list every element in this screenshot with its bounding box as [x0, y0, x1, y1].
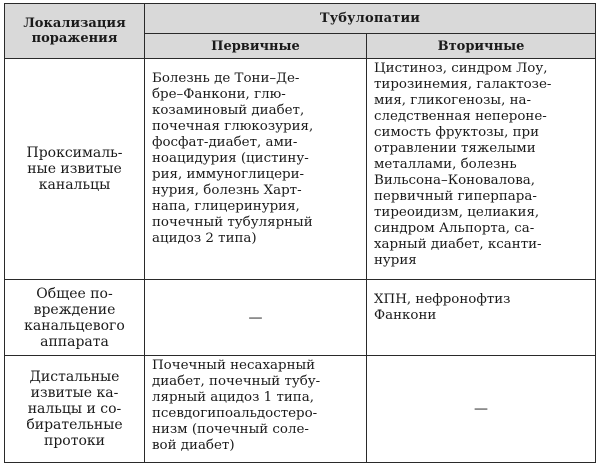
row-1-location-line: Проксималь- — [26, 145, 123, 161]
row-2-secondary-line: Фанкони — [374, 308, 437, 323]
header-tubulopathies: Тубулопатии — [145, 4, 596, 34]
table-row — [5, 280, 596, 356]
row-1-primary-line: рия, иммуноглицери- — [152, 167, 305, 182]
row-1-primary-line: козаминовый диабет, — [152, 103, 305, 118]
row-2-secondary — [367, 280, 596, 356]
row-1-secondary-line: мия, гликогенозы, на- — [374, 93, 532, 108]
row-2-primary: — — [145, 280, 367, 356]
row-3-location-line: Дистальные — [29, 369, 120, 385]
row-1-secondary-line: тиреоидизм, целиакия, — [374, 205, 540, 220]
row-2-location-line: Общее по- — [36, 285, 113, 302]
row-1-secondary-line: отравлении тяжелыми — [374, 141, 536, 156]
row-3-primary-line: низм (почечный солe- — [152, 422, 309, 437]
row-3-location-line: протоки — [44, 433, 105, 449]
row-2-location — [5, 280, 145, 356]
row-3-primary-line: псевдогипоальдостеро- — [152, 406, 318, 421]
row-1-secondary-line: синдром Альпорта, са- — [374, 221, 535, 236]
row-1-primary-line: напа, глицеринурия, — [152, 199, 300, 214]
row-1-primary-line: нурия, болезнь Харт- — [152, 183, 302, 198]
header-primary: Первичные — [145, 34, 367, 59]
row-3-location-line: бирательные — [26, 417, 123, 433]
row-2-location-line: канальцевого — [24, 317, 125, 334]
header-secondary: Вторичные — [367, 34, 596, 59]
row-1-secondary-line: Вильсона–Коновалова, — [374, 173, 536, 188]
row-2-location-line: аппарата — [40, 333, 109, 350]
row-1-secondary-line: металлами, болезнь — [374, 157, 517, 172]
row-1-secondary-line: нурия — [374, 253, 417, 268]
row-1-primary-line: фосфат-диабет, ами- — [152, 135, 298, 150]
row-3-secondary: — — [367, 356, 596, 463]
row-1-secondary-line: Цистиноз, синдром Лоу, — [374, 61, 548, 76]
row-1-secondary-line: симость фруктозы, при — [374, 125, 540, 140]
row-3-primary — [145, 356, 367, 463]
row-1-primary-line: почечный тубулярный — [152, 215, 313, 230]
row-2-location-line: вреждение — [33, 301, 116, 318]
row-1-secondary-line: следственная непероне- — [374, 109, 547, 124]
row-3-primary-line: вой диабет) — [152, 438, 235, 453]
row-1-location-line: канальцы — [38, 177, 111, 193]
row-3-primary-line: диабет, почечный тубу- — [152, 374, 321, 389]
row-1-location-line: ные извитые — [27, 161, 122, 177]
row-1-secondary-line: харный диабет, ксанти- — [374, 237, 542, 252]
row-1-primary-line: ацидоз 2 типа) — [152, 231, 257, 246]
row-1-primary-line: Болезнь де Тони–Де- — [152, 71, 300, 86]
row-3-primary-line: Почечный несахарный — [152, 358, 316, 373]
row-1-primary — [145, 59, 367, 280]
header-location — [5, 4, 145, 59]
row-3-location — [5, 356, 145, 463]
tubulopathy-table — [4, 3, 596, 463]
row-1-primary-line: почечная глюкозурия, — [152, 119, 314, 134]
row-3-location-line: извитые ка- — [30, 385, 119, 401]
row-1-primary-line: бре–Фанкони, глю- — [152, 87, 286, 102]
row-1-secondary-line: первичный гиперпара- — [374, 189, 537, 204]
table-row — [5, 356, 596, 463]
table-row — [5, 59, 596, 280]
row-1-secondary — [367, 59, 596, 280]
row-1-secondary-line: тирозинемия, галактозе- — [374, 77, 552, 92]
row-2-secondary-line: ХПН, нефронофтиз — [374, 292, 511, 307]
row-3-primary-line: лярный ацидоз 1 типа, — [152, 390, 314, 405]
row-3-location-line: нальцы и со- — [27, 401, 122, 417]
row-1-primary-line: ноацидурия (цистину- — [152, 151, 309, 166]
row-1-location — [5, 59, 145, 280]
header-location-text: Локализация поражения — [23, 16, 126, 46]
